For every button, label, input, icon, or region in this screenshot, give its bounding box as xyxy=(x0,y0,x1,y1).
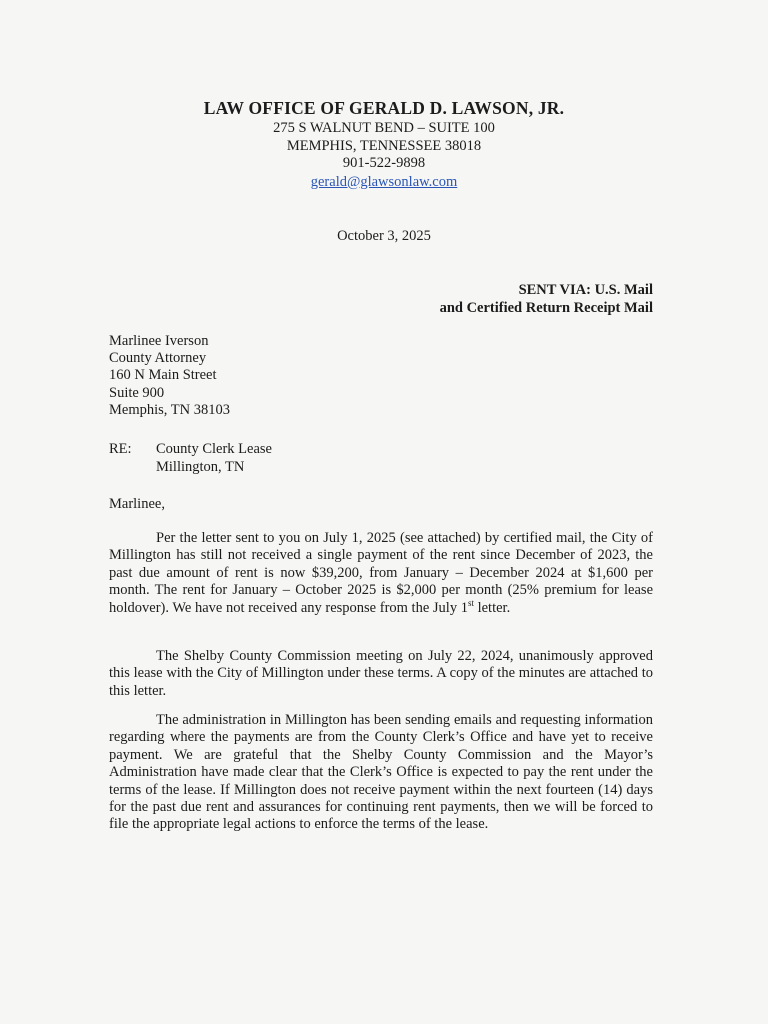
recipient-street: 160 N Main Street xyxy=(109,367,217,384)
re-subject-2: Millington, TN xyxy=(156,458,245,475)
firm-name: LAW OFFICE OF GERALD D. LAWSON, JR. xyxy=(203,98,565,118)
firm-street: 275 S WALNUT BEND – SUITE 100 xyxy=(273,120,495,136)
recipient-title: County Attorney xyxy=(109,350,207,367)
recipient-city: Memphis, TN 38103 xyxy=(109,401,230,418)
re-label: RE: xyxy=(109,441,132,457)
delivery-line-1: SENT VIA: U.S. Mail xyxy=(518,282,653,298)
salutation: Marlinee, xyxy=(109,496,165,512)
delivery-line-2: and Certified Return Receipt Mail xyxy=(439,300,653,316)
body-paragraph-1-text: Per the letter sent to you on July 1, 2025 (see attached) by certified mail, the City of Millington has still not received a single payment of the rent since December of 2023, the past due amount of rent is now $39,200, from January – December 2024 at $1,600 per month. The rent for January – October 2025 is $2,000 per month (25% premium for lease holdover). We have not received any response from the July 1 xyxy=(109,530,653,616)
re-line xyxy=(109,441,272,476)
re-subject-1: County Clerk Lease xyxy=(156,441,272,457)
letterhead xyxy=(0,96,768,191)
firm-city: MEMPHIS, TENNESSEE 38018 xyxy=(286,137,482,154)
delivery-method xyxy=(440,281,653,317)
ordinal-suffix: st xyxy=(467,597,474,608)
body-paragraph-1 xyxy=(109,530,653,617)
firm-email-link[interactable]: gerald@glawsonlaw.com xyxy=(310,173,458,190)
recipient-suite: Suite 900 xyxy=(109,384,165,401)
body-paragraph-1-end: letter. xyxy=(473,599,511,616)
body-paragraph-3: The administration in Millington has been sending emails and requesting information regarding where the payments are from the County Clerk’s Office and have yet to receive payment. We are grateful that the Shelby County Commission and the Mayor’s Administration have made clear that the Clerk’s Office is expected to pay the rent under the terms of the lease. If Millington does not receive payment within the next fourteen (14) days for the past due rent and assurances for continuing rent payments, then we will be forced to file the appropriate legal actions to enforce the terms of the lease. xyxy=(109,712,653,833)
firm-phone: 901-522-9898 xyxy=(342,155,426,171)
recipient-address xyxy=(109,333,230,419)
body-paragraph-2: The Shelby County Commission meeting on July 22, 2024, unanimously approved this lease with the City of Millington under these terms. A copy of the minutes are attached to this letter. xyxy=(109,648,653,699)
letter-date: October 3, 2025 xyxy=(337,228,431,244)
recipient-name: Marlinee Iverson xyxy=(109,333,209,349)
